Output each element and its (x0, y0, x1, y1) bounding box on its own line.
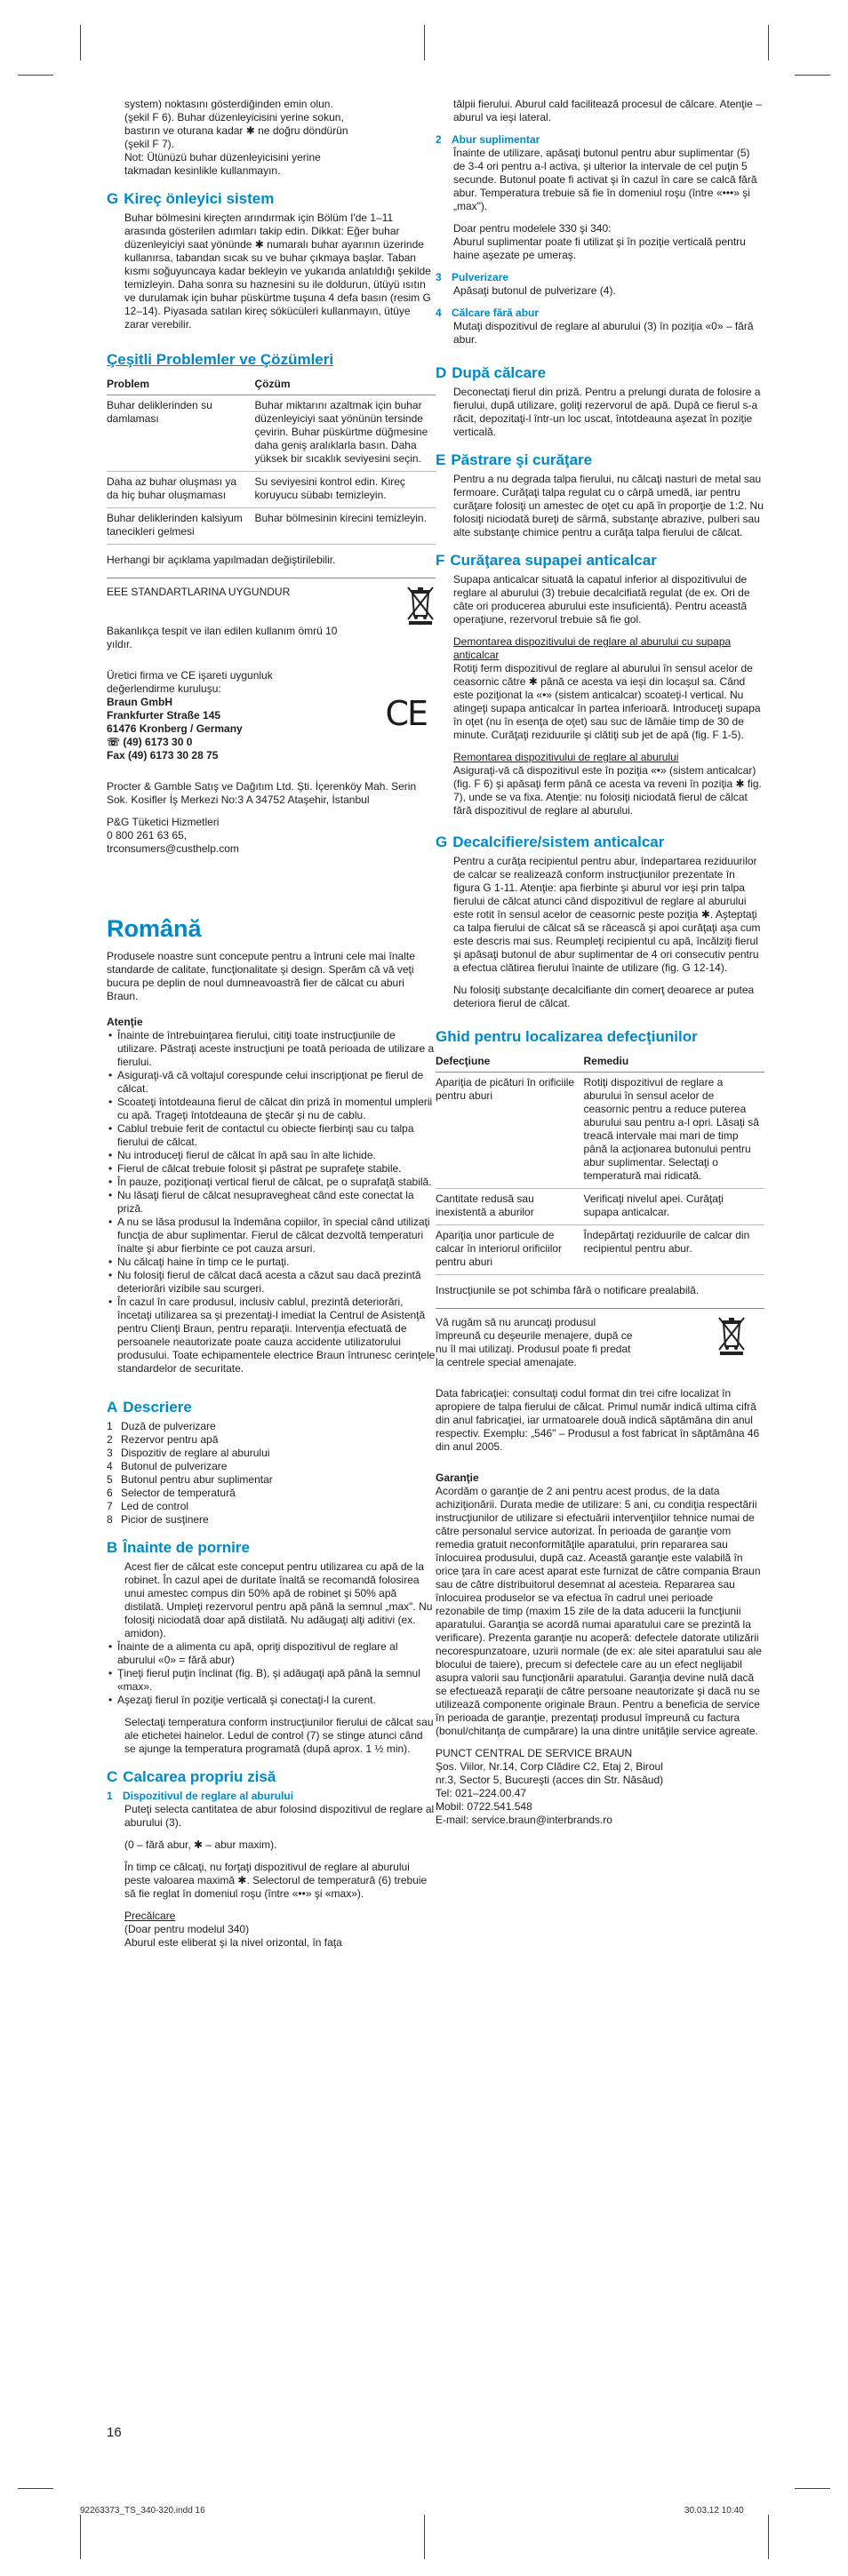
contact-line: PUNCT CENTRAL DE SERVICE BRAUN (436, 1747, 633, 1759)
paragraph: Asiguraţi-vă că dispozitivul este în poziţia «•» (sistem anticalcar) (fig. F 6) şi apăsaţi ferm până ce acesta va reveni în poziţia ✱ fig. 7), unde se va fixa. Atenţie: nu folosiţi niciodată fierul de călcat fără dispozitivul de reglare al aburului. (453, 764, 762, 817)
footer-file: 92263373_TS_340-320.indd 16 (80, 2506, 205, 2516)
notice-text: Herhangi bir açıklama yapılmadan değiştirilebilir. (107, 554, 336, 566)
section-letter: C (107, 1768, 118, 1785)
subsection-number: 2 (436, 133, 442, 146)
section-heading-g-tr (107, 190, 436, 208)
subsection-title: Călcare fără abur (452, 307, 540, 319)
list-item: • Cablul trebuie ferit de contactul cu obiecte fierbinţi sau cu talpa fierului de călcat. (117, 1122, 436, 1149)
footer-date: 30.03.12 10:40 (684, 2506, 744, 2516)
section-heading-a (107, 1399, 436, 1416)
table-row (436, 1225, 764, 1275)
subheading-underlined: Precălcare (124, 1910, 176, 1922)
recycle-block (436, 1316, 764, 1369)
table-cell: Buhar miktarını azaltmak için buhar düzenleyiciyi saat yönünün tersinde çevirin. Buhar püskürtme düğmesine daha geniş aralıklarla basın. Daha yüksek bir sıcaklık seviyesini seçin. (255, 395, 436, 472)
paragraph: Aburul este eliberat şi la nivel orizontal, în faţa (124, 1936, 342, 1949)
parts-list (107, 1420, 436, 1527)
list-item: • A nu se lăsa produsul la îndemâna copiilor, în special când utilizaţi funcţia de abur suplimentar. Fierul de călcat dezvoltă temperaturi înalte şi abur fierbinte ce pot cauza arsuri. (117, 1216, 436, 1256)
paragraph: Acest fier de călcat este conceput pentru utilizarea cu apă de la robinet. În cazul apei de duritate înaltă se recomandă folosirea unui amestec compus din 50% apă de robinet şi 50% apă distilată. Umpleţi rezervorul pentru apă până la semnul „max". Nu folosiţi niciodată doar apă distilată. Nu adăugaţi alţi aditivi (ex. amidon). (124, 1560, 433, 1639)
paragraph: Apăsaţi butonul de pulverizare (4). (453, 284, 616, 297)
paragraph: În timp ce călcaţi, nu forţaţi dispozitivul de reglare al aburului peste valoarea maximă ✱. Selectorul de temperatură (6) trebuie să fie reglat în domeniul roşu (între «••» şi «max»). (124, 1861, 428, 1900)
text-line: (şekil F 7). (124, 138, 175, 150)
subsection-number: 3 (436, 271, 442, 283)
paragraph: Selectaţi temperatura conform instrucţiunilor fierului de călcat sau ale etichetei hainelor. Ledul de control (7) se stinge atunci când se ajunge la temperatura programată (după aprox. 1 ½ min). (124, 1716, 434, 1755)
item-label: Picior de susţinere (121, 1513, 209, 1526)
table-cell: Îndepărtaţi reziduurile de calcar din recipientul pentru abur. (584, 1225, 765, 1275)
table-cell: Su seviyesini kontrol edin. Kireç koruyucu sübabı temizleyin. (255, 472, 436, 508)
item-label: Led de control (121, 1500, 189, 1512)
section-title: Păstrare şi curăţare (451, 451, 593, 468)
producer-intro: Üretici firma ve CE işareti uygunluk değerlendirme kuruluşu: (107, 669, 273, 695)
table-cell: Rotiţi dispozitivul de reglare a aburului în sensul acelor de ceasornic pentru a reduce puterea aburului sau pentru a-l opri. Lăsaţi să treacă intervale mai mari de timp până la acţionarea butonului pentru abur suplimentar. Selectaţi o temperatură mai ridicată. (584, 1073, 765, 1189)
crop-mark (424, 2515, 425, 2559)
item-label: Selector de temperatură (121, 1487, 236, 1499)
item-number: 4 (107, 1460, 113, 1472)
list-item (107, 1460, 436, 1473)
table-row (107, 472, 436, 508)
list-item: • Nu lăsaţi fierul de călcat nesupravegheat când este conectat la priză. (117, 1189, 436, 1216)
subsection-title: Pulverizare (452, 271, 509, 283)
section-heading-b (107, 1539, 436, 1557)
section-letter: D (436, 364, 447, 381)
list-item: • În cazul în care produsul, inclusiv cablul, prezintă deteriorări, încetaţi utilizarea sa şi prezentaţi-l imediat la Centrul de Asistenţă pentru Clienţi Braun, pentru reparaţii. Intervenţia efectuată de persoanele neautorizate poate cauza accidente utilizatorului produsului. Toate echipamentele electrice Braun întrunesc cerinţele standardelor de securitate. (117, 1296, 436, 1376)
language-title: Română (107, 915, 202, 942)
warranty-text: Acordăm o garanţie de 2 ani pentru acest produs, de la data achiziţionării. Durata medie de utilizare: 5 ani, cu condiţia respectării instrucţiunilor de utilizare si efectuării intervenţiilor tehnice numai de către personalul service autorizat. În perioada de garanţie vom remedia gratuit neconformităţile aparatului, prin repararea sau înlocuirea produsului, după caz. Această garanţie este valabilă în orice ţara în care acest aparat este furnizat de către compania Braun sau de către distribuitorul desemnat al acesteia. Repararea sau înlocuirea produselor se va efectua în cadrul unei perioade rezonabile de timp (maxim 15 zile de la data aducerii la funcţiunii aparatului. Garanţia se acordă numai aparatului care se prezintă la verificare). Prezenta garanţie nu acoperă: defectele datorate utilizării necorespunzatoare, uzurii normale (de ex: ale sitei aparatului sau ale blocului de taiere), precum si defectele care au un efect neglijabil asupra valorii sau funcţionării aparatului. Garanţia devine nulă dacă se efectuează reparaţii de către persoane neautorizate şi dacă nu se utilizează componente originale Braun. Pentru a beneficia de service în perioada de garanţie, prezentaţi produsul împreună cu factura (bonul/chitanţa de cumpărare) la una dintre unităţile service agreate. (436, 1485, 762, 1737)
table-row (107, 508, 436, 545)
table-header: Çözüm (255, 374, 436, 395)
list-item: • Ţineţi fierul puţin înclinat (fig. B), şi adăugaţi apă până la semnul «max». (117, 1667, 436, 1694)
producer-block (107, 669, 436, 762)
text-line: Not: Ütünüzü buhar düzenleyicisini yerine (124, 151, 321, 163)
section-title: Curăţarea supapei anticalcar (450, 552, 657, 569)
paragraph: Înainte de utilizare, apăsaţi butonul pentru abur suplimentar (5) de 3-4 ori pentru a-l activa, şi ulterior la intervale de cel puţin 5 secunde. Butonul poate fi activat şi în cazul în care se calcă fără abur. Temperatura trebuie să fie în domeniul roşu (între «•••» şi „max"). (453, 147, 757, 212)
consumer-line: 0 800 261 63 65, (107, 829, 188, 841)
list-item: • În pauze, poziţionaţi vertical fierul de călcat, pe o suprafaţă stabilă. (117, 1176, 436, 1189)
item-number: 8 (107, 1513, 113, 1526)
section-title: Kireç önleyici sistem (124, 190, 275, 207)
section-heading-g (436, 833, 764, 851)
paragraph: Aburul suplimentar poate fi utilizat şi în poziţie verticală pentru haine aşezate pe umeraş. (453, 235, 746, 261)
text-line: takmadan kesinlikle kullanmayın. (124, 164, 281, 177)
section-title: Calcarea propriu zisă (123, 1768, 276, 1785)
section-title: Descriere (123, 1399, 192, 1416)
intro-text (107, 98, 436, 178)
subsection-heading (436, 271, 764, 284)
warning-list (107, 1029, 436, 1376)
date-text: Data fabricaţiei: consultaţi codul format din trei cifre localizat în apropiere de talpa fierului de călcat. Primul număr indică ultima cifră din anul fabricaţiei, iar urmatoarele două indică săptămâna din anul respectiv. Exemplu: „546" – Produsul a fost fabricat în săptămâna 46 din anul 2005. (436, 1387, 760, 1453)
problems-table (107, 374, 436, 545)
item-number: 3 (107, 1447, 113, 1459)
subsection-heading (107, 1790, 436, 1803)
ce-mark: CE (385, 694, 427, 733)
table-row (436, 1073, 764, 1189)
section-letter: A (107, 1399, 118, 1416)
list-item (107, 1433, 436, 1447)
table-header: Defecţiune (436, 1051, 584, 1073)
subsection-number: 4 (436, 307, 442, 319)
page-number: 16 (107, 2425, 122, 2440)
section-letter: F (436, 552, 445, 569)
section-letter: G (436, 833, 448, 850)
subheading-underlined: Remontarea dispozitivului de reglare al aburului (453, 751, 679, 763)
paragraph: (Doar pentru modelul 340) (124, 1923, 250, 1935)
recycle-text: Vă rugăm să nu aruncaţi produsul împreună cu deşeurile menajere, după ce nu îl mai utilizaţi. Produsul poate fi predat la centrele special amenajate. (436, 1316, 633, 1368)
section-letter: E (436, 451, 446, 468)
paragraph: Nu folosiţi substanţe decalcifiante din comerţ deoarece ar putea deteriora fierul de călcat. (453, 984, 755, 1009)
table-header: Problem (107, 374, 255, 395)
list-item: • Nu introduceţi fierul de călcat în apă sau în alte lichide. (117, 1149, 436, 1162)
contact-line: nr.3, Sector 5, Bucureşti (acces din Str. Năsăud) (436, 1774, 664, 1786)
paragraph: Pentru a nu degrada talpa fierului, nu călcaţi nasturi de metal sau fermoare. Curăţaţi talpa regulat cu o cârpă umedă, iar pentru curăţare folosiţi un amestec de oţet cu apă în proporţie de 1:2. Nu folosiţi niciodată bureţi de sârmă, substanţe abrazive, pulberi sau alte substanţe chimice pentru a curăţa talpa fierului de călcat. (453, 473, 764, 538)
list-item (107, 1500, 436, 1513)
section-heading-e (436, 451, 764, 469)
steps-list (107, 1640, 436, 1707)
warranty-heading: Garanţie (436, 1471, 479, 1484)
item-number: 2 (107, 1433, 113, 1446)
problems-heading: Çeşitli Problemler ve Çözümleri (107, 351, 334, 368)
subheading-underlined: Demontarea dispozitivului de reglare al aburului cu supapa anticalcar (453, 635, 732, 661)
importer-text: Procter & Gamble Satış ve Dağıtım Ltd. Şti. İçerenköy Mah. Serin Sok. Kosifler İş Merkezi No:3 A 34752 Ataşehir, İstanbul (107, 780, 417, 806)
section-heading-f (436, 552, 764, 570)
section-heading-c (107, 1768, 436, 1786)
table-cell: Daha az buhar oluşması ya da hiç buhar oluşmaması (107, 472, 255, 508)
section-title: Decalcifiere/sistem anticalcar (452, 833, 665, 850)
table-cell: Apariţia de picături în orificiile pentru aburi (436, 1073, 584, 1189)
contact-line: Tel: 021–224.00.47 (436, 1787, 527, 1799)
crop-mark (80, 2515, 81, 2559)
section-heading-d (436, 364, 764, 382)
right-column (436, 98, 764, 1827)
list-item (107, 1447, 436, 1460)
paragraph: tălpii fierului. Aburul cald facilitează procesul de călcare. Atenţie – aburul va ieşi lateral. (453, 98, 762, 124)
table-cell: Apariţia unor particule de calcar în interiorul orificiilor pentru aburi (436, 1225, 584, 1275)
divider (436, 1308, 764, 1309)
section-letter: G (107, 190, 119, 207)
table-cell: Buhar deliklerinden kalsiyum tanecikleri gelmesi (107, 508, 255, 545)
producer-line: Frankfurter Straße 145 (107, 709, 221, 722)
producer-line: Fax (49) 6173 30 28 75 (107, 749, 219, 762)
item-label: Butonul pentru abur suplimentar (121, 1473, 273, 1486)
paragraph: Deconectaţi fierul din priză. Pentru a prelungi durata de folosire a fierului, după utilizare, goliţi rezervorul de apă. După ce fierul s-a răcit, depozitaţi-l într-un loc uscat, întotdeauna aşezat în poziţie verticală. (453, 386, 761, 438)
list-item: • Înainte de a alimenta cu apă, opriţi dispozitivul de reglare al aburului «0» = fără abur) (117, 1640, 436, 1667)
crop-mark (768, 25, 769, 60)
crop-mark (795, 75, 830, 76)
list-item: • Aşezaţi fierul în poziţie verticală şi conectaţi-l la curent. (117, 1694, 436, 1707)
crossed-bin-icon (405, 586, 436, 625)
list-item: • Fierul de călcat trebuie folosit şi păstrat pe suprafeţe stabile. (117, 1162, 436, 1176)
list-item: • Nu călcaţi haine în timp ce le purtaţi. (117, 1256, 436, 1269)
table-cell: Verificaţi nivelul apei. Curăţaţi supapa anticalcar. (584, 1189, 765, 1225)
item-label: Rezervor pentru apă (121, 1433, 219, 1446)
crop-mark (80, 25, 81, 60)
list-item: • Înainte de întrebuinţarea fierului, citiţi toate instrucţiunile de utilizare. Păstraţi aceste instrucţiuni pe toată perioada de utilizare a fierului. (117, 1029, 436, 1069)
paragraph: Buhar bölmesini kireçten arındırmak için Bölüm I'de 1–11 arasında gösterilen adımları takip edin. Dikkat: Eğer buhar düzenleyiciyi saat yönünde ✱ numaralı buhar ayarının üzerinde kullanırsa, tabandan sıcak su ve buhar çıkmaya başlar. Taban kısmı soğuyuncaya kadar bekleyin ve yukarıda anlatıldığı şekilde temizleyin. Daha sonra su haznesini su ile doldurun, ütüyü ısıtın ve durulamak için buhar püskürtme tuşuna 4 defa basın (resim G 12–14). Piyasada satılan kireç sökücüleri kullanmayın, ütüye zarar verebilir. (124, 211, 431, 331)
text-line: (şekil F 6). Buhar düzenleyicisini yerine sokun, (124, 111, 344, 124)
crop-mark (795, 2488, 830, 2489)
paragraph: Rotiţi ferm dispozitivul de reglare al aburului în sensul acelor de ceasornic către ✱ până ce acesta va ieşi din locaşul sa. Când este poziţionat la «•» (sistem anticalcar) scoateţi-l vertical. Nu atingeţi supapa anticalcar în partea inferioară. Introduceţi supapa în oţet (nu în esenţa de oţet) sau suc de lămâie timp de 30 de minute. Curăţaţi reziduurile şi clătiţi sub jet de apă (fig. F 1-5). (453, 662, 761, 741)
list-item (107, 1420, 436, 1433)
crossed-bin-icon (716, 1316, 747, 1355)
table-row (107, 395, 436, 472)
list-item (107, 1473, 436, 1487)
subsection-number: 1 (107, 1790, 113, 1802)
table-cell: Cantitate redusă sau inexistentă a aburilor (436, 1189, 584, 1225)
list-item (107, 1513, 436, 1527)
crop-mark (768, 2515, 769, 2559)
item-label: Duză de pulverizare (121, 1420, 216, 1432)
table-row (436, 1189, 764, 1225)
contact-line: E-mail: service.braun@interbrands.ro (436, 1814, 612, 1826)
paragraph: Supapa anticalcar situată la capatul inferior al dispozitivului de reglare al aburului (3) trebuie decalcifiată regulat (de ex. Ori de câte ori producerea aburului este insuficientă). Pentru această operaţiune, rezervorul trebuie să fie gol. (453, 573, 750, 626)
lifetime-text: Bakanlıkça tespit ve ilan edilen kullanım ömrü 10 yıldır. (107, 625, 338, 650)
table-header: Remediu (584, 1051, 765, 1073)
paragraph: Pentru a curăţa recipientul pentru abur, îndepartarea reziduurilor de calcar se realizează conform instrucţiunilor prezentate în figura G 1-11. Atenţie: apa fierbinte şi aburul vor ieşi prin talpa fierului de călcat atunci când dispozitivul de reglare al aburului este rotit în sensul acelor de ceasornic peste poziţia ✱. Aşteptaţi ca talpa fierului de călcat să se răcească şi apoi curăţaţi aşa cum este descris mai sus. Reumpleţi recipientul cu apă, încălziţi fierul şi apăsaţi butonul de abur suplimentar de 4 ori consecutiv pentru a efectua clătirea fierului înainte de utilizare (fig. G 12-14). (453, 855, 761, 974)
list-item: • Scoateţi întotdeauna fierul de călcat din priză în momentul umplerii cu apă. Trageţi întotdeauna de ştecăr şi nu de cablu. (117, 1096, 436, 1122)
list-item (107, 1487, 436, 1500)
producer-line: 61476 Kronberg / Germany (107, 722, 243, 735)
eee-text: EEE STANDARTLARINA UYGUNDUR (107, 586, 291, 598)
list-item: • Nu folosiţi fierul de călcat dacă acesta a căzut sau dacă prezintă deteriorări vizibile sau scurgeri. (117, 1269, 436, 1296)
consumer-line: P&G Tüketici Hizmetleri (107, 816, 220, 828)
contact-line: Mobil: 0722.541.548 (436, 1800, 532, 1813)
producer-line: Braun GmbH (107, 696, 173, 708)
paragraph: Puteţi selecta cantitatea de abur folosind dispozitivul de reglare al aburului (3). (124, 1803, 435, 1829)
intro-paragraph: Produsele noastre sunt concepute pentru a întruni cele mai înalte standarde de calitate, funcţionalitate şi design. Sperăm că vă veţi bucura pe deplin de noul dumneavoastră fier de călcat cu aburi Braun. (107, 950, 415, 1002)
warning-heading: Atenţie (107, 1016, 143, 1028)
troubleshooting-table (436, 1051, 764, 1275)
contact-line: Şos. Viilor, Nr.14, Corp Clădire C2, Etaj 2, Biroul (436, 1760, 663, 1773)
section-letter: B (107, 1539, 118, 1556)
eee-block (107, 586, 436, 625)
paragraph: Doar pentru modelele 330 şi 340: (453, 222, 612, 235)
producer-line: ☏ (49) 6173 30 0 (107, 736, 193, 748)
section-title: După călcare (452, 364, 547, 381)
item-number: 7 (107, 1500, 113, 1512)
crop-mark (18, 2488, 53, 2489)
troubleshooting-heading: Ghid pentru localizarea defecţiunilor (436, 1028, 698, 1045)
left-column (107, 98, 436, 1950)
item-number: 1 (107, 1420, 113, 1432)
item-label: Dispozitiv de reglare al aburului (121, 1447, 270, 1459)
item-number: 6 (107, 1487, 113, 1499)
paragraph: (0 – fără abur, ✱ – abur maxim). (124, 1838, 277, 1851)
crop-mark (18, 75, 53, 76)
notice-text: Instrucţiunile se pot schimba fără o notificare prealabilă. (436, 1284, 700, 1296)
list-item: • Asiguraţi-vă că voltajul corespunde celui inscripţionat pe fierul de călcat. (117, 1069, 436, 1096)
section-title: Înainte de pornire (123, 1539, 250, 1556)
consumer-line: trconsumers@custhelp.com (107, 842, 239, 855)
crop-mark (424, 25, 425, 60)
paragraph: Mutaţi dispozitivul de reglare al aburului (3) în poziţia «0» – fără abur. (453, 320, 754, 346)
table-cell: Buhar deliklerinden su damlaması (107, 395, 255, 472)
item-number: 5 (107, 1473, 113, 1486)
text-line: system) noktasını gösterdiğinden emin olun. (124, 98, 333, 110)
subsection-heading (436, 307, 764, 320)
item-label: Butonul de pulverizare (121, 1460, 228, 1472)
subsection-heading (436, 133, 764, 147)
table-cell: Buhar bölmesinin kirecini temizleyin. (255, 508, 436, 545)
subsection-title: Abur suplimentar (452, 133, 540, 146)
text-line: bastırın ve oturana kadar ✱ ne doğru döndürün (124, 124, 348, 137)
subsection-title: Dispozitivul de reglare al aburului (123, 1790, 294, 1802)
